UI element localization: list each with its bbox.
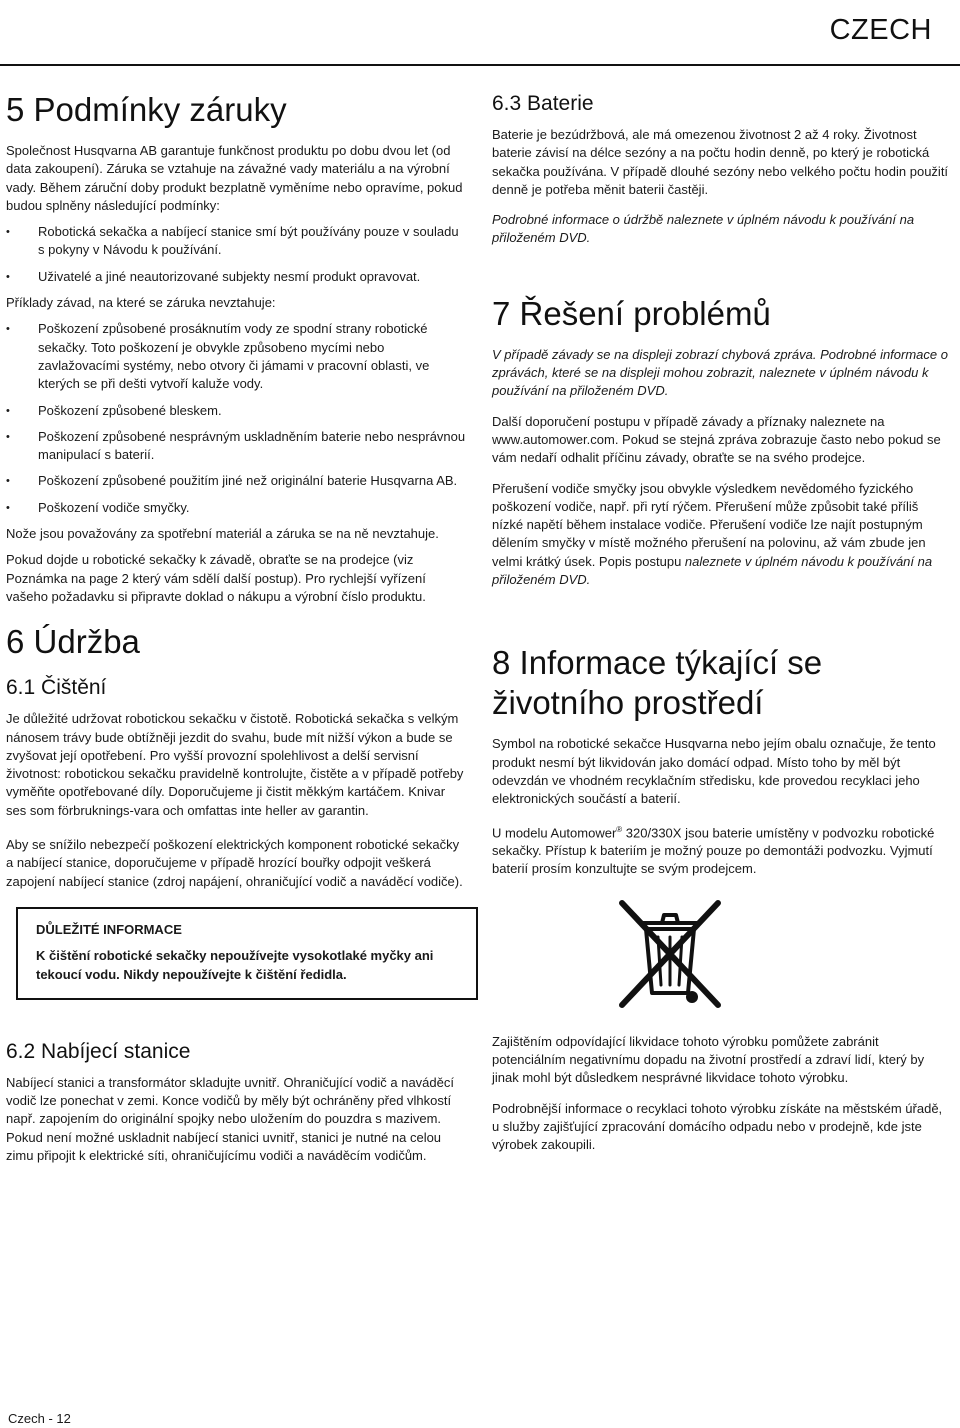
crossed-out-wheelie-bin-icon [610,893,730,1013]
page-number: Czech - 12 [8,1411,71,1426]
model-text: U modelu Automower [492,824,617,840]
blades-note: Nože jsou považovány za spotřební materiál a záruka se na ně nevztahuje. [6,526,439,542]
important-notice-box [16,907,478,1000]
loop-break-text: Přerušení vodiče smyčky jsou obvykle výsledkem nevědomého fyzického poškození vodiče, např. při rytí rýčem. Přerušení může způsobit také příliš nízké napětí během instalace vodiče. Přerušení vodiče lze najít postupným dělením smyčky v místě možného přerušení na polovinu, až vám zbude jen velmi krátký úsek. Popis postupu [492,480,926,569]
language-header: CZECH [829,14,932,46]
warranty-exclusions-list [6,320,468,517]
battery-dvd-note: Podrobné informace o údržbě naleznete v úplném návodu k používání na přiloženém DVD. [492,212,915,246]
right-column [492,90,952,1163]
list-item: • Poškození způsobené prosáknutím vody ze spodní strany robotické sekačky. Toto poškození je obvykle způsobeno mycími nebo zavlažovacími systémy, nebo otvory či jámami v pracovní oblasti, ve kterých se při dešti vytvoří kaluže vody. [6,320,468,393]
section-6-title: 6 Údržba [6,623,140,661]
fault-note: Pokud dojde u robotické sekačky k závadě, obraťte se na prodejce (viz Poznámka na page 2 který vám sdělí další postup). Pro rychlejší vyřízení vašeho požadavku si připravte doklad o nákupu a výrobní číslo produktu. [6,552,426,604]
battery-location-text: 320/330X jsou baterie umístěny v podvozku robotické sekačky. Přístup k bateriím je možný pouze po demontáži podvozku. Vyjmutí baterií prosím konzultujte se svým prodejcem. [492,824,935,877]
list-item: • Poškození způsobené bleskem. [6,402,468,420]
section-6-1-title: 6.1 Čištění [6,676,107,700]
section-6-3-title: 6.3 Baterie [492,92,594,115]
loop-break-dvd-note: naleznete v úplném návodu k používání na přiloženém DVD. [492,553,933,588]
left-column [6,90,468,1173]
list-item: • Uživatelé a jiné neautorizované subjekty nesmí produkt opravovat. [6,268,468,286]
troubleshoot-paragraph-3 [492,480,952,590]
section-5-title: 5 Podmínky záruky [6,91,287,128]
troubleshoot-paragraph-1: V případě závady se na displeji zobrazí chybová zpráva. Podrobné informace o zprávách, které se na displeji mohou zobrazit, naleznete v úplném návodu k používání na přiloženém DVD. [492,346,948,399]
notice-text: K čištění robotické sekačky nepoužívejte vysokotlaké myčky ani tekoucí vodu. Nikdy nepoužívejte k čištění ředidla. [36,948,434,982]
registered-mark: ® [616,824,623,834]
environment-paragraph-1: Symbol na robotické sekačce Husqvarna nebo jejím obalu označuje, že tento produkt nesmí být likvidován jako domácí odpad. Místo toho by měl být odevzdán ve vhodném recyklačním středisku, kde provedou recyklaci jeho elektronických součástí a baterií. [492,736,936,807]
environment-paragraph-2 [492,821,952,879]
charging-station-paragraph: Nabíjecí stanici a transformátor skladujte uvnitř. Ohraničující vodič a naváděcí vodič lze ponechat v zemi. Konce vodičů by měly být ochráněny před vlhkostí např. zapojením do originální spojky nebo uložením do pouzdra s mazivem. Pokud není možné uskladnit nabíjecí stanici uvnitř, stanici je nutné na celou zimu připojit k elektrické síti, ohraničujícímu vodiči a naváděcím vodičům. [6,1074,454,1163]
troubleshoot-paragraph-2: Další doporučení postupu v případě závady a příznaky naleznete na www.automower.com. Pokud se stejná zpráva zobrazuje často nebo pokud se vám nedaří odhalit příčinu závady, obraťte se na svého prodejce. [492,413,941,466]
environment-paragraph-4: Podrobnější informace o recyklaci tohoto výrobku získáte na městském úřadě, u služby zajišťující zpracování domácího odpadu nebo v prodejně, kde jste výrobek zakoupili. [492,1100,943,1153]
cleaning-paragraph-1: Je důležité udržovat robotickou sekačku v čistotě. Robotická sekačka s velkým nánosem trávy bude obtížněji jezdit do svahu, bude mít nižší výkon a bude se zvyšovat její opotřebení. Pro vyšší provozní spolehlivost a delší servisní životnost: robotickou sekačku pravidelně kontrolujte, čistěte a v případě potřeby vyměňte opotřebované díly. Doporučujeme ji čistit měkkým kartáčem. Knivar ses som förbruknings-vara och omfattas inte heller av garantin. [6,711,464,818]
section-7-title: 7 Řešení problémů [492,294,771,332]
list-item: • Poškození způsobené použitím jiné než originální baterie Husqvarna AB. [6,472,468,490]
examples-intro: Příklady závad, na které se záruka nevztahuje: [6,295,276,311]
environment-paragraph-3: Zajištěním odpovídající likvidace tohoto výrobku pomůžete zabránit potenciálním negativnímu dopadu na životní prostředí a zdraví lidí, který by jinak mohl být důsledkem nesprávné likvidace tohoto výrobku. [492,1033,925,1086]
warranty-intro: Společnost Husqvarna AB garantuje funkčnost produktu po dobu dvou let (od data zakoupení). Záruka se vztahuje na závažné vady materiálu a na výrobní vady. Během záruční doby produkt bezplatně vyměníme nebo opravíme, pokud budou splněny následující podmínky: [6,143,463,213]
cleaning-paragraph-2: Aby se snížilo nebezpečí poškození elektrických komponent robotické sekačky a nabíjecí stanice, doporučujeme v případě hrozící bouřky odpojit veškerá zapojení nabíjecí stanice (zdroj napájení, ohraničující vodič a naváděcí vodiče). [6,837,463,889]
list-item: • Poškození způsobené nesprávným uskladněním baterie nebo nesprávnou manipulací s baterií. [6,428,468,465]
section-6-2-title: 6.2 Nabíjecí stanice [6,1039,191,1063]
notice-heading: DŮLEŽITÉ INFORMACE [36,921,182,937]
header-rule [0,64,960,66]
list-item: • Poškození vodiče smyčky. [6,499,468,517]
list-item: • Robotická sekačka a nabíjecí stanice smí být používány pouze v souladu s pokyny v Návodu k používání. [6,223,468,260]
battery-paragraph: Baterie je bezúdržbová, ale má omezenou životnost 2 až 4 roky. Životnost baterie závisí na délce sezóny a na počtu hodin denně, po který je robotická sekačka používána. V případě dlouhé sezóny nebo velkého počtu hodin použití denně je potřeba měnit baterii častěji. [492,127,949,197]
section-8-title: 8 Informace týkající se životního prostředí [492,644,823,722]
warranty-conditions-list [6,223,468,286]
